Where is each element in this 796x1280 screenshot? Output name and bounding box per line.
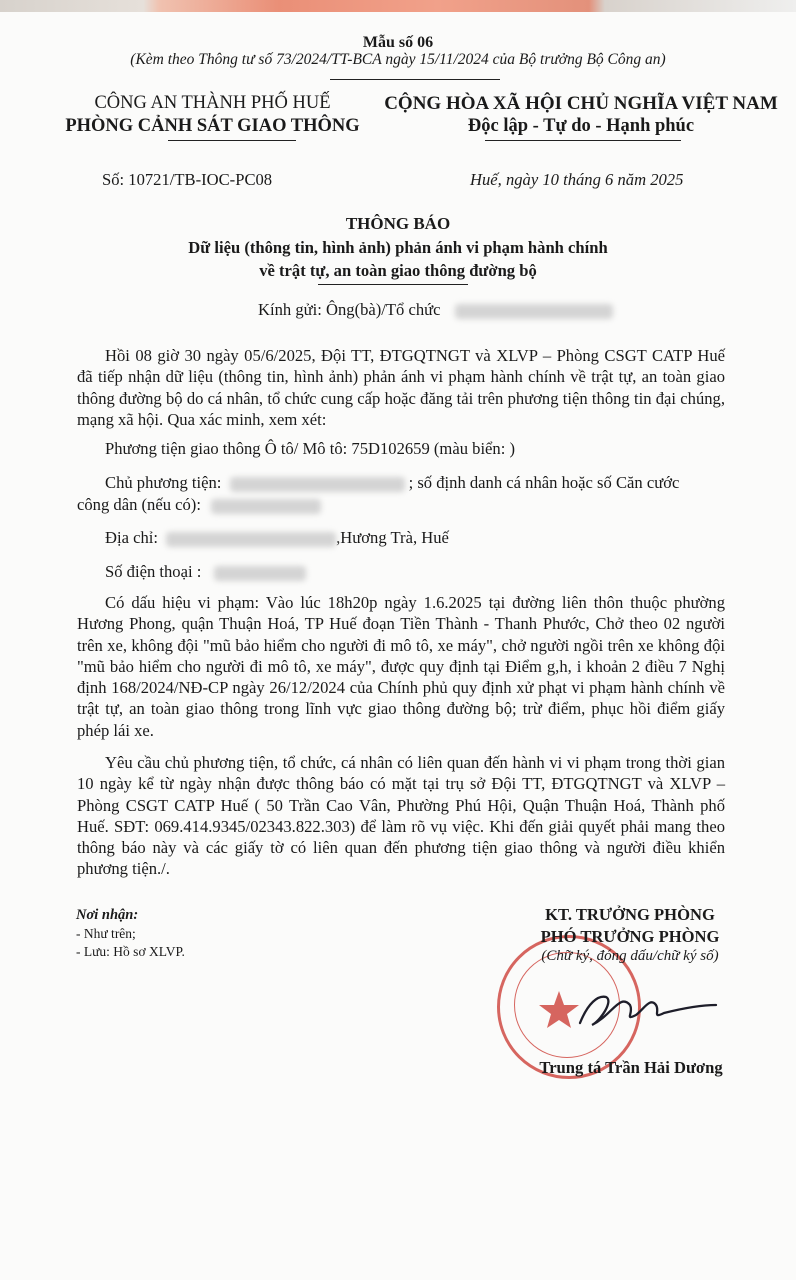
owner-id-line [77, 495, 321, 515]
redacted-phone [214, 566, 306, 581]
form-attachment: (Kèm theo Thông tư số 73/2024/TT-BCA ngày 15/11/2024 của Bộ trưởng Bộ Công an) [130, 51, 666, 68]
agency-name: CÔNG AN THÀNH PHỐ HUẾ [94, 93, 331, 113]
signature-note: (Chữ ký, đóng dấu/chữ ký số) [541, 948, 719, 964]
phone-label: Số điện thoại : [105, 562, 202, 581]
redacted-owner-id [211, 499, 321, 514]
address-line [105, 528, 449, 548]
redacted-address [166, 532, 336, 547]
title-underline [318, 284, 468, 285]
place-and-date: Huế, ngày 10 tháng 6 năm 2025 [470, 170, 684, 189]
recipient-label: Kính gửi: Ông(bà)/Tổ chức [258, 300, 441, 319]
form-underline [330, 79, 500, 80]
recipient-item-2: - Lưu: Hồ sơ XLVP. [76, 944, 185, 959]
recipient-line [258, 300, 613, 320]
intro-paragraph: Hồi 08 giờ 30 ngày 05/6/2025, Đội TT, ĐTGQTNGT và XLVP – Phòng CSGT CATP Huế đã tiếp nhận dữ liệu (thông tin, hình ảnh) phản ánh vi phạm hành chính về trật tự, an toàn giao thông đường bộ do cá nhân, tổ chức cung cấp hoặc đăng tải trên phương tiện thông tin đại chúng, mạng xã hội. Qua xác minh, xem xét: [77, 346, 725, 429]
agency-underline [168, 140, 296, 141]
owner-id-label: công dân (nếu có): [77, 495, 201, 514]
motto-underline [485, 140, 681, 141]
title-subject-line1: Dữ liệu (thông tin, hình ảnh) phản ánh vi phạm hành chính [188, 238, 608, 257]
signer-title-2: PHÓ TRƯỞNG PHÒNG [540, 927, 720, 946]
violation-paragraph: Có dấu hiệu vi phạm: Vào lúc 18h20p ngày 1.6.2025 tại đường liên thôn thuộc phường Hương Phong, quận Thuận Hoá, TP Huế đoạn Tiền Thành - Thanh Phước, Chở theo 02 người trên xe, không đội "mũ bảo hiểm cho người đi mô tô, xe máy", chở người ngồi trên xe không đội "mũ bảo hiểm cho người đi mô tô, xe máy", được quy định tại Điểm g,h, i khoản 2 điều 7 Nghị định 168/2024/NĐ-CP ngày 26/12/2024 của Chính phủ quy định xử phạt vi phạm hành chính về trật tự, an toàn giao thông trong lĩnh vực giao thông đường bộ; trừ điểm, phục hồi điểm giấy phép lái xe. [77, 593, 725, 740]
form-number: Mẫu số 06 [362, 34, 434, 51]
title-subject-line2: về trật tự, an toàn giao thông đường bộ [259, 261, 537, 280]
owner-line [105, 473, 679, 493]
handwritten-signature [540, 975, 720, 1035]
vehicle-line: Phương tiện giao thông Ô tô/ Mô tô: 75D102659 (màu biển: ) [105, 439, 515, 458]
redacted-recipient [455, 304, 613, 319]
phone-line [105, 562, 306, 582]
top-edge-band [0, 0, 796, 12]
recipients-title: Nơi nhận: [76, 907, 139, 923]
address-label: Địa chỉ: [105, 528, 158, 547]
national-motto: Độc lập - Tự do - Hạnh phúc [467, 116, 695, 136]
redacted-owner-name [230, 477, 405, 492]
owner-id-prompt: ; số định danh cá nhân hoặc số Căn cước [408, 473, 680, 492]
document-title: THÔNG BÁO [345, 214, 451, 233]
recipient-item-1: - Như trên; [76, 926, 136, 941]
department-name: PHÒNG CẢNH SÁT GIAO THÔNG [65, 116, 360, 136]
signer-name: Trung tá Trần Hải Dương [539, 1058, 723, 1077]
address-district: ,Hương Trà, Huế [336, 528, 449, 547]
owner-label: Chủ phương tiện: [105, 473, 222, 492]
document-number: Số: 10721/TB-IOC-PC08 [102, 170, 273, 189]
country-name: CỘNG HÒA XÃ HỘI CHỦ NGHĨA VIỆT NAM [384, 93, 778, 114]
request-paragraph: Yêu cầu chủ phương tiện, tổ chức, cá nhân có liên quan đến hành vi vi phạm trong thời gian 10 ngày kể từ ngày nhận được thông báo có mặt tại trụ sở Đội TT, ĐTGQTNGT và XLVP – Phòng CSGT CATP Huế ( 50 Trần Cao Vân, Phường Phú Hội, Quận Thuận Hoá, Thành phố Huế. SĐT: 069.414.9345/02343.822.303) để làm rõ vụ việc. Khi đến giải quyết phải mang theo thông báo này và các giấy tờ có liên quan đến phương tiện giao thông và người điều khiển phương tiện./. [77, 753, 725, 879]
signer-title-1: KT. TRƯỞNG PHÒNG [545, 905, 715, 924]
